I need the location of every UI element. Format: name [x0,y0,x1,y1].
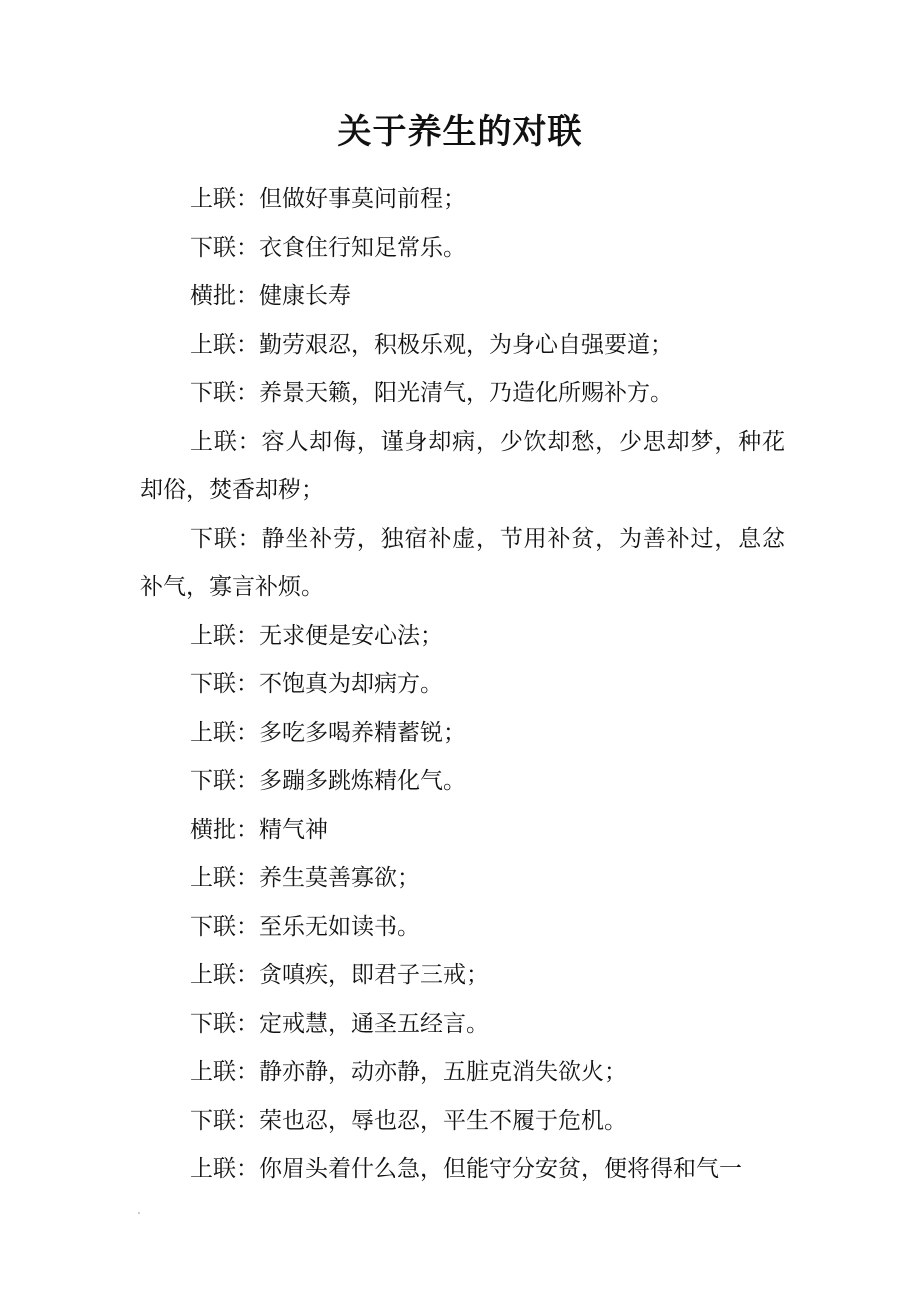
document-title: 关于养生的对联 [337,112,583,152]
paragraph: 下联：衣食住行知足常乐。 [190,234,466,261]
paragraph: 上联：勤劳艰忍，积极乐观，为身心自强要道； [190,331,673,358]
paragraph: 下联：多蹦多跳炼精化气。 [190,768,466,794]
paragraph: 横批：精气神 [190,816,328,843]
paragraph: 上联：无求便是安心法； [190,622,443,649]
paragraph: 上联：但做好事莫问前程； [190,186,466,212]
paragraph: 下联：至乐无如读书。 [190,913,420,940]
paragraph: 下联：定戒慧，通圣五经言。 [190,1010,489,1037]
paragraph: 下联：荣也忍，辱也忍，平生不履于危机。 [190,1107,627,1134]
paragraph: 下联：养景天籁，阳光清气，乃造化所赐补方。 [190,380,673,406]
paragraph: 上联：养生莫善寡欲； [190,865,420,891]
paragraph: 横批：健康长寿 [190,283,351,309]
paragraph: 上联：容人却侮，谨身却病，少饮却愁，少思却梦，种花却俗，焚香却秽； [140,428,785,503]
document-body [140,175,785,1194]
paragraph: 上联：贪嗔疾，即君子三戒； [190,962,489,988]
paragraph: 下联：静坐补劳，独宿补虚，节用补贫，为善补过，息忿补气，寡言补烦。 [140,525,785,600]
paragraph: 上联：多吃多喝养精蓄锐； [190,719,466,746]
paragraph: 下联：不饱真为却病方。 [190,671,443,697]
page-speck [138,1212,140,1214]
paragraph: 上联：静亦静，动亦静，五脏克消失欲火； [190,1059,627,1085]
paragraph: 上联：你眉头着什么急，但能守分安贫，便将得和气一 [190,1156,742,1182]
